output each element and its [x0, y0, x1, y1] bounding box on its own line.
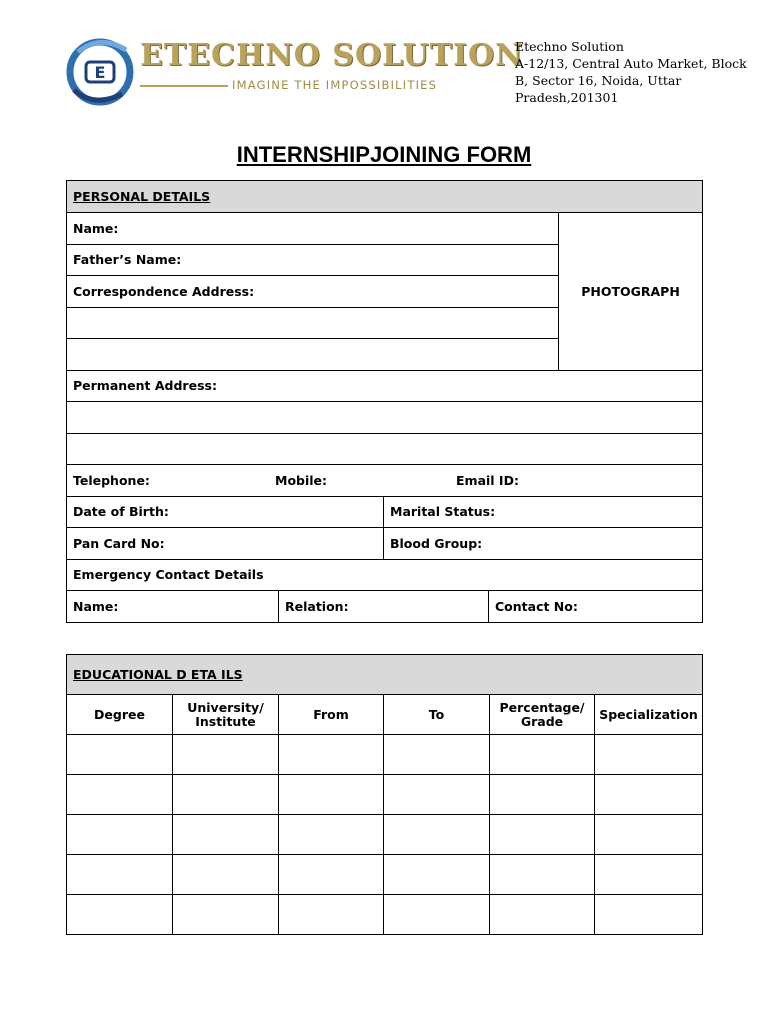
- logo-tagline: IMAGINE THE IMPOSSIBILITIES: [232, 78, 438, 92]
- to-cell[interactable]: [384, 855, 490, 895]
- from-cell[interactable]: [279, 775, 384, 815]
- dob-field[interactable]: Date of Birth:: [67, 496, 384, 528]
- correspondence-address-line[interactable]: [67, 339, 559, 371]
- table-row: [67, 775, 703, 815]
- correspondence-address-field[interactable]: Correspondence Address:: [67, 276, 559, 308]
- to-cell[interactable]: [384, 735, 490, 775]
- specialization-cell[interactable]: [595, 775, 703, 815]
- emergency-name-field[interactable]: Name:: [67, 591, 279, 623]
- specialization-cell[interactable]: [595, 735, 703, 775]
- pan-card-field[interactable]: Pan Card No:: [67, 528, 384, 560]
- university-cell[interactable]: [173, 735, 279, 775]
- address-line: B, Sector 16, Noida, Uttar: [515, 73, 682, 88]
- father-name-field[interactable]: Father’s Name:: [67, 244, 559, 276]
- address-line: Etechno Solution: [515, 39, 624, 54]
- percentage-cell[interactable]: [490, 775, 595, 815]
- degree-cell[interactable]: [67, 775, 173, 815]
- table-row: [67, 895, 703, 935]
- logo-title: ETECHNO SOLUTION: [140, 38, 524, 73]
- educational-details-header-row: [67, 655, 703, 695]
- from-cell[interactable]: [279, 735, 384, 775]
- form-title: INTERNSHIPJOINING FORM: [236, 142, 532, 167]
- column-header-specialization: Specialization: [595, 695, 703, 735]
- email-label: Email ID:: [456, 472, 519, 488]
- personal-details-heading: PERSONAL DETAILS: [67, 181, 703, 213]
- degree-cell[interactable]: [67, 735, 173, 775]
- permanent-address-line[interactable]: [67, 433, 703, 465]
- university-cell[interactable]: [173, 895, 279, 935]
- to-cell[interactable]: [384, 815, 490, 855]
- educational-details-heading: EDUCATIONAL D ETA ILS: [67, 655, 703, 695]
- telephone-label: Telephone:: [73, 472, 150, 488]
- correspondence-address-line[interactable]: [67, 307, 559, 339]
- table-row: [67, 855, 703, 895]
- from-cell[interactable]: [279, 895, 384, 935]
- university-cell[interactable]: [173, 815, 279, 855]
- mobile-label: Mobile:: [275, 472, 328, 488]
- educational-details-table: [66, 654, 703, 935]
- svg-text:E: E: [94, 63, 106, 82]
- company-address: [515, 38, 755, 106]
- name-field[interactable]: Name:: [67, 213, 559, 245]
- percentage-cell[interactable]: [490, 815, 595, 855]
- degree-cell[interactable]: [67, 855, 173, 895]
- personal-details-header-row: [67, 181, 703, 213]
- column-header-percentage: Percentage/ Grade: [490, 695, 595, 735]
- personal-details-table: [66, 180, 703, 623]
- column-header-from: From: [279, 695, 384, 735]
- emergency-contact-field[interactable]: Contact No:: [489, 591, 703, 623]
- university-cell[interactable]: [173, 775, 279, 815]
- specialization-cell[interactable]: [595, 815, 703, 855]
- education-column-headers: [67, 695, 703, 735]
- column-header-to: To: [384, 695, 490, 735]
- from-cell[interactable]: [279, 855, 384, 895]
- permanent-address-line[interactable]: [67, 402, 703, 434]
- photograph-box[interactable]: PHOTOGRAPH: [559, 213, 703, 371]
- university-cell[interactable]: [173, 855, 279, 895]
- marital-status-field[interactable]: Marital Status:: [384, 496, 703, 528]
- address-line: Pradesh,201301: [515, 90, 619, 105]
- company-logo: [64, 28, 524, 112]
- column-header-university: University/ Institute: [173, 695, 279, 735]
- permanent-address-field[interactable]: Permanent Address:: [67, 370, 703, 402]
- specialization-cell[interactable]: [595, 895, 703, 935]
- emergency-contact-heading: Emergency Contact Details: [67, 559, 703, 591]
- degree-cell[interactable]: [67, 815, 173, 855]
- etechno-swirl-logo-icon: [64, 32, 136, 108]
- table-row: [67, 815, 703, 855]
- table-row: [67, 735, 703, 775]
- column-header-degree: Degree: [67, 695, 173, 735]
- to-cell[interactable]: [384, 775, 490, 815]
- emergency-relation-field[interactable]: Relation:: [279, 591, 489, 623]
- percentage-cell[interactable]: [490, 855, 595, 895]
- from-cell[interactable]: [279, 815, 384, 855]
- address-line: A-12/13, Central Auto Market, Block: [515, 56, 747, 71]
- to-cell[interactable]: [384, 895, 490, 935]
- specialization-cell[interactable]: [595, 855, 703, 895]
- percentage-cell[interactable]: [490, 735, 595, 775]
- percentage-cell[interactable]: [490, 895, 595, 935]
- degree-cell[interactable]: [67, 895, 173, 935]
- contact-row[interactable]: [67, 465, 703, 497]
- blood-group-field[interactable]: Blood Group:: [384, 528, 703, 560]
- logo-divider: [140, 85, 228, 87]
